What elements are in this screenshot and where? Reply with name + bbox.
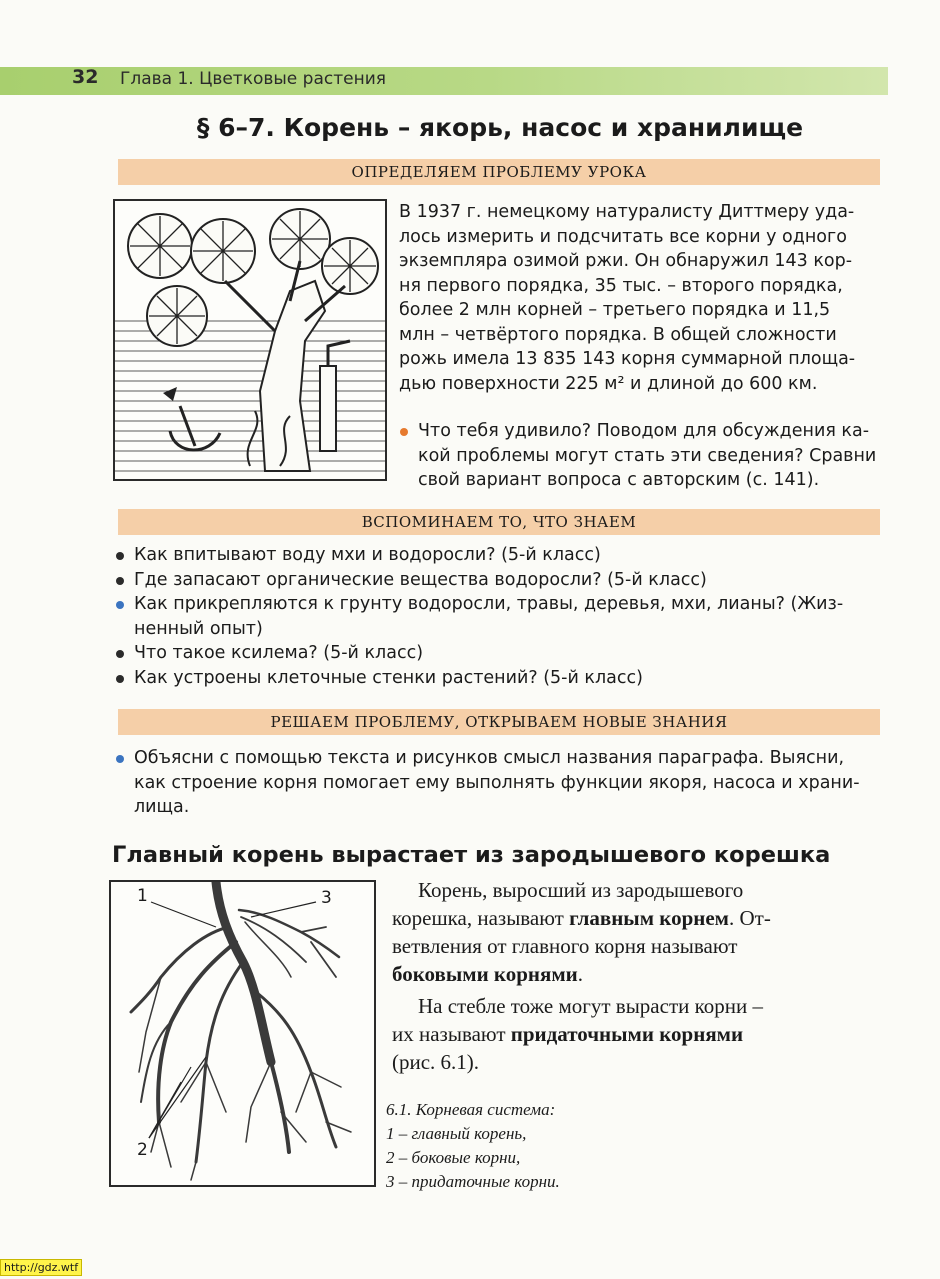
list-item: Что такое ксилема? (5-й класс) (112, 641, 887, 666)
figure-caption (386, 1098, 686, 1194)
paragraph-line: боковыми корнями. (392, 962, 584, 986)
caption-line: 3 – придаточные корни. (386, 1172, 560, 1191)
root-system-drawing (111, 882, 374, 1185)
task-line: лища. (134, 797, 190, 817)
section-band-problem: ОПРЕДЕЛЯЕМ ПРОБЛЕМУ УРОКА (118, 159, 880, 185)
discussion-question (418, 419, 888, 493)
tree-pump-anchor-drawing (115, 201, 385, 479)
figure-label-3: 3 (321, 888, 332, 908)
paragraph-line: их называют придаточными корнями (392, 1022, 744, 1046)
paragraph-line: корешка, называют главным корнем. От- (392, 906, 771, 930)
figure-label-1: 1 (137, 886, 148, 906)
chapter-title: Глава 1. Цветковые растения (120, 69, 386, 89)
section-band-recall: ВСПОМИНАЕМ ТО, ЧТО ЗНАЕМ (118, 509, 880, 535)
intro-line: лось измерить и подсчитать все корни у одного (399, 226, 847, 247)
intro-line: экземпляра озимой ржи. Он обнаружил 143 кор- (399, 251, 853, 271)
intro-line: дью поверхности 225 м² и длиной до 600 км. (399, 373, 818, 394)
paragraph-line: Корень, выросший из зародышевого (418, 878, 744, 902)
task-paragraph (134, 746, 889, 820)
caption-line: 6.1. Корневая система: (386, 1100, 556, 1119)
section-band-solve: РЕШАЕМ ПРОБЛЕМУ, ОТКРЫВАЕМ НОВЫЕ ЗНАНИЯ (118, 709, 880, 735)
paragraph-line: На стебле тоже могут вырасти корни – (418, 994, 763, 1018)
question-line: кой проблемы могут стать эти сведения? Сравни (418, 445, 877, 466)
term-lateral-roots: боковыми корнями (392, 962, 578, 986)
caption-line: 2 – боковые корни, (386, 1148, 521, 1167)
intro-line: более 2 млн корней – третьего порядка и 11,5 (399, 300, 831, 320)
paragraph-line: ветвления от главного корня называют (392, 934, 738, 958)
term-adventitious-roots: придаточными корнями (510, 1022, 744, 1046)
task-line: Объясни с помощью текста и рисунков смысл названия параграфа. Выясни, (134, 748, 845, 768)
list-item: Как устроены клеточные стенки растений? (5-й класс) (112, 666, 887, 691)
list-item: Как впитывают воду мхи и водоросли? (5-й класс) (112, 543, 887, 568)
intro-line: ня первого порядка, 35 тыс. – второго порядка, (399, 275, 843, 296)
figure-label-2: 2 (137, 1140, 148, 1160)
caption-line: 1 – главный корень, (386, 1124, 527, 1143)
question-line: свой вариант вопроса с авторским (с. 141). (418, 470, 820, 490)
intro-line: млн – четвёртого порядка. В общей сложности (399, 324, 837, 345)
intro-line: В 1937 г. немецкому натуралисту Диттмеру уда- (399, 202, 855, 222)
main-root-paragraph (392, 876, 882, 1076)
term-main-root: главным корнем (569, 906, 729, 930)
intro-paragraph (399, 200, 889, 396)
page-title: § 6–7. Корень – якорь, насос и хранилище (196, 113, 804, 142)
list-item: Где запасают органические вещества водоросли? (5-й класс) (112, 568, 887, 593)
intro-line: рожь имела 13 835 143 корня суммарной площа- (399, 349, 856, 369)
section-heading: Главный корень вырастает из зародышевого корешка (112, 842, 831, 868)
recall-list (112, 543, 887, 690)
figure-root-system (109, 880, 376, 1187)
illustration-tree-pump (113, 199, 387, 481)
list-item-continuation: ненный опыт) (134, 618, 263, 639)
watermark-link[interactable]: http://gdz.wtf (0, 1259, 82, 1276)
task-line: как строение корня помогает ему выполнять функции якоря, насоса и храни- (134, 772, 860, 793)
page-number: 32 (72, 66, 99, 88)
question-line: Что тебя удивило? Поводом для обсуждения ка- (418, 421, 870, 441)
paragraph-line: (рис. 6.1). (392, 1050, 480, 1074)
list-item: Как прикрепляются к грунту водоросли, травы, деревья, мхи, лианы? (Жиз- (112, 592, 887, 617)
